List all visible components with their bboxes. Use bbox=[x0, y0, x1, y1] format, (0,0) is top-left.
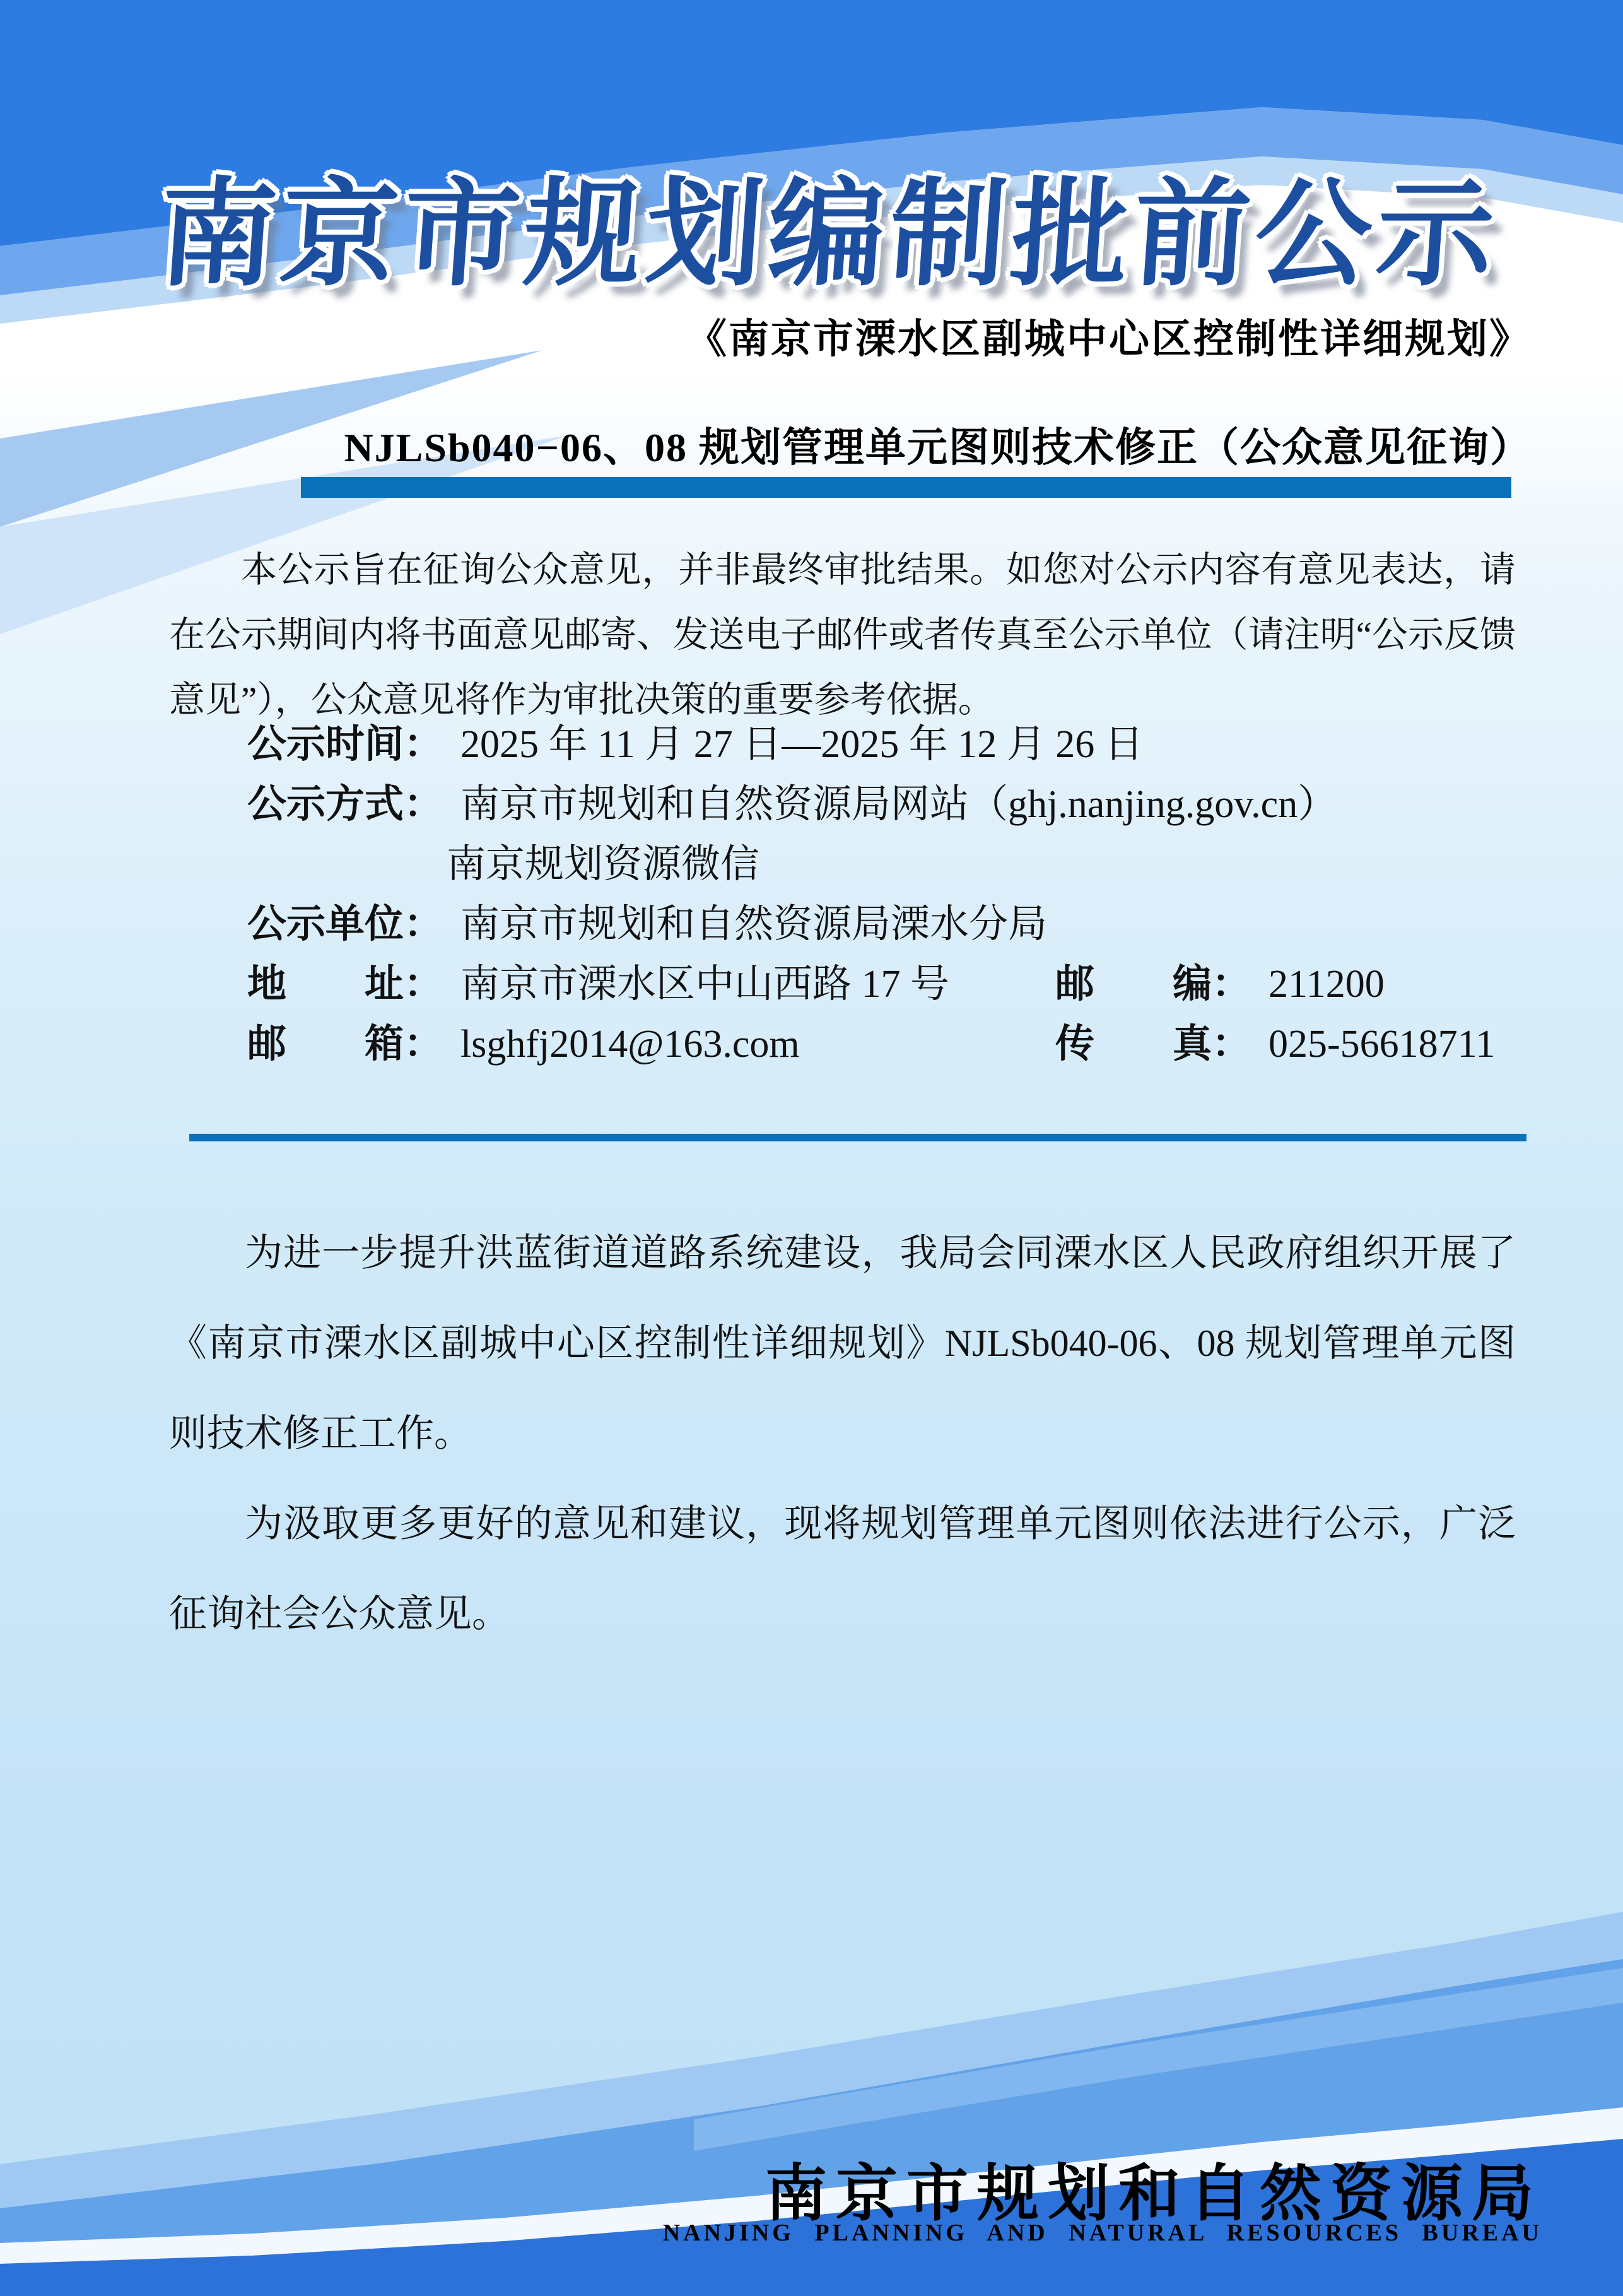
info-value: lsghfj2014@163.com bbox=[460, 1023, 800, 1066]
subtitle-block bbox=[344, 307, 1532, 473]
info-label: 邮 编： bbox=[1055, 963, 1251, 1006]
bureau-name-cn: 南京市规划和自然资源局 bbox=[765, 2160, 1542, 2228]
info-label: 传 真： bbox=[1055, 1023, 1251, 1066]
subtitle-underline-bar bbox=[301, 477, 1511, 498]
subtitle-plan-name: 《南京市溧水区副城中心区控制性详细规划》 bbox=[686, 317, 1532, 362]
intro-paragraph: 本公示旨在征询公众意见，并非最终审批结果。如您对公示内容有意见表达，请在公示期间内将书面意见邮寄、发送电子邮件或者传真至公示单位（请注明“公示反馈意见”），公众意见将作为审批决策的重要参考依据。 bbox=[169, 550, 1516, 720]
info-value: 南京规划资源微信 bbox=[447, 843, 760, 886]
bureau-name-en: NANJING PLANNING AND NATURAL RESOURCES BUREAU bbox=[662, 2220, 1542, 2246]
info-row-email bbox=[169, 1015, 1532, 1074]
body-section bbox=[169, 1208, 1516, 1659]
info-row-method bbox=[169, 775, 1532, 835]
info-row-time bbox=[169, 715, 1532, 775]
subtitle-unit-revision: NJLSb040−06、08 规划管理单元图则技术修正（公众意见征询） bbox=[344, 425, 1532, 470]
info-value: 南京市溧水区中山西路 17 号 bbox=[460, 963, 950, 1006]
info-value: 南京市规划和自然资源局溧水分局 bbox=[460, 903, 1048, 946]
info-col2-fax bbox=[1055, 1015, 1495, 1074]
body-paragraph-1: 为进一步提升洪蓝街道道路系统建设，我局会同溧水区人民政府组织开展了《南京市溧水区副城中心区控制性详细规划》NJLSb040-06、08 规划管理单元图则技术修正工作。 bbox=[169, 1232, 1516, 1454]
info-value: 211200 bbox=[1269, 963, 1385, 1006]
info-row-unit bbox=[169, 895, 1532, 955]
body-paragraph-2: 为汲取更多更好的意见和建议，现将规划管理单元图则依法进行公示，广泛征询社会公众意见。 bbox=[169, 1503, 1516, 1635]
info-label: 公示方式： bbox=[247, 783, 443, 826]
info-value: 2025 年 11 月 27 日—2025 年 12 月 26 日 bbox=[460, 723, 1144, 766]
info-list bbox=[169, 715, 1532, 1074]
section-divider bbox=[189, 1134, 1526, 1141]
info-label: 地 址： bbox=[247, 963, 443, 1006]
info-row-method-wechat bbox=[169, 835, 1532, 895]
footer bbox=[0, 1854, 1623, 2296]
info-label: 公示单位： bbox=[247, 903, 443, 946]
info-row-address bbox=[169, 955, 1532, 1015]
info-value: 025-56618711 bbox=[1269, 1023, 1496, 1066]
page-title: 南京市规划编制批前公示 bbox=[155, 171, 1503, 300]
info-value: 南京市规划和自然资源局网站（ghj.nanjing.gov.cn） bbox=[460, 783, 1337, 826]
info-label: 公示时间： bbox=[247, 723, 443, 766]
info-label: 邮 箱： bbox=[247, 1023, 443, 1066]
info-col2-postcode bbox=[1055, 955, 1385, 1015]
